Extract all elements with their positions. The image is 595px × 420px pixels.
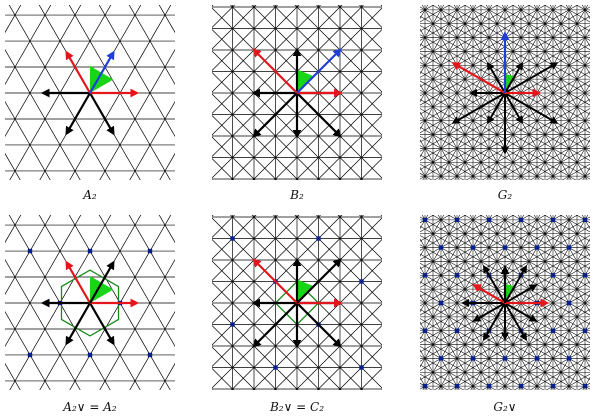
weight-lattice-point (439, 245, 443, 249)
weight-lattice-point (359, 365, 363, 369)
weight-lattice-point (439, 356, 443, 360)
grid-line (143, 215, 176, 390)
weight-lattice-point (88, 353, 92, 357)
grid-line (5, 215, 15, 390)
weight-lattice-point (551, 329, 555, 333)
g2-dual-diagram (420, 215, 590, 390)
weight-lattice-point (551, 218, 555, 222)
weight-lattice-point (455, 218, 459, 222)
caption-g2: G₂ (497, 188, 513, 202)
panel-g2-dual (420, 215, 590, 390)
weight-lattice-point (423, 218, 427, 222)
panel-a2 (5, 5, 175, 180)
panel-g2 (420, 5, 590, 180)
g2-diagram (420, 5, 590, 180)
weight-lattice-point (423, 384, 427, 388)
weight-lattice-point (519, 384, 523, 388)
b2-dual-diagram (212, 215, 382, 390)
weight-lattice-point (148, 353, 152, 357)
weight-lattice-point (535, 356, 539, 360)
positive-root-arrow (90, 303, 113, 343)
weight-lattice-point (423, 329, 427, 333)
positive-root-arrow (67, 303, 90, 343)
weight-lattice-point (28, 353, 32, 357)
weight-lattice-point (567, 301, 571, 305)
weight-lattice-point (455, 384, 459, 388)
weight-lattice-point (359, 279, 363, 283)
caption-a2: A₂ (83, 188, 97, 202)
weight-lattice-point (423, 273, 427, 277)
weight-lattice-point (551, 384, 555, 388)
weight-lattice-point (273, 365, 277, 369)
weight-lattice-point (439, 301, 443, 305)
root-vectors (28, 249, 152, 357)
weight-lattice-point (455, 329, 459, 333)
weight-lattice-point (567, 356, 571, 360)
panel-b2-dual (212, 215, 382, 390)
weight-lattice-point (567, 245, 571, 249)
grid-line (165, 215, 175, 390)
panel-b2 (212, 5, 382, 180)
weight-lattice-point (583, 329, 587, 333)
grid-line (143, 5, 176, 180)
grid-line (5, 5, 15, 180)
caption-b2: B₂ (290, 188, 304, 202)
positive-root-arrow (90, 93, 113, 133)
simple-root-arrow (67, 263, 90, 303)
weight-lattice-point (519, 218, 523, 222)
caption-b2-dual: B₂∨ = C₂ (269, 400, 325, 414)
grid-line (143, 215, 176, 390)
weight-lattice-point (230, 322, 234, 326)
panel-a2-dual (5, 215, 175, 390)
weight-lattice-point (455, 273, 459, 277)
grid-line (5, 215, 38, 390)
a2-dual-diagram (5, 215, 175, 390)
grid-line (143, 5, 176, 180)
weight-lattice-point (503, 245, 507, 249)
root-vectors (254, 50, 340, 136)
b2-diagram (212, 5, 382, 180)
grid-line (5, 5, 15, 180)
weight-lattice-point (583, 384, 587, 388)
grid-line (165, 5, 175, 180)
positive-root-arrow (67, 93, 90, 133)
weight-lattice-point (535, 245, 539, 249)
simple-root-arrow (67, 53, 90, 93)
grid-line (5, 5, 38, 180)
weight-lattice-point (316, 236, 320, 240)
a2-diagram (5, 5, 175, 180)
weight-lattice-point (471, 245, 475, 249)
weight-lattice-point (487, 384, 491, 388)
weight-lattice-point (551, 273, 555, 277)
weight-lattice-point (583, 273, 587, 277)
weight-lattice-point (148, 249, 152, 253)
caption-g2-dual: G₂∨ (493, 400, 517, 414)
weight-lattice-point (230, 236, 234, 240)
grid-line (165, 215, 175, 390)
grid-line (5, 5, 38, 180)
weight-lattice-point (28, 249, 32, 253)
root-vectors (44, 53, 137, 134)
weight-lattice-point (88, 249, 92, 253)
weight-lattice-point (583, 218, 587, 222)
weight-lattice-point (503, 356, 507, 360)
grid-line (165, 5, 175, 180)
weight-lattice-point (471, 356, 475, 360)
grid-line (5, 215, 38, 390)
weight-lattice-point (487, 218, 491, 222)
caption-a2-dual: A₂∨ = A₂ (63, 400, 117, 414)
grid-line (5, 215, 15, 390)
